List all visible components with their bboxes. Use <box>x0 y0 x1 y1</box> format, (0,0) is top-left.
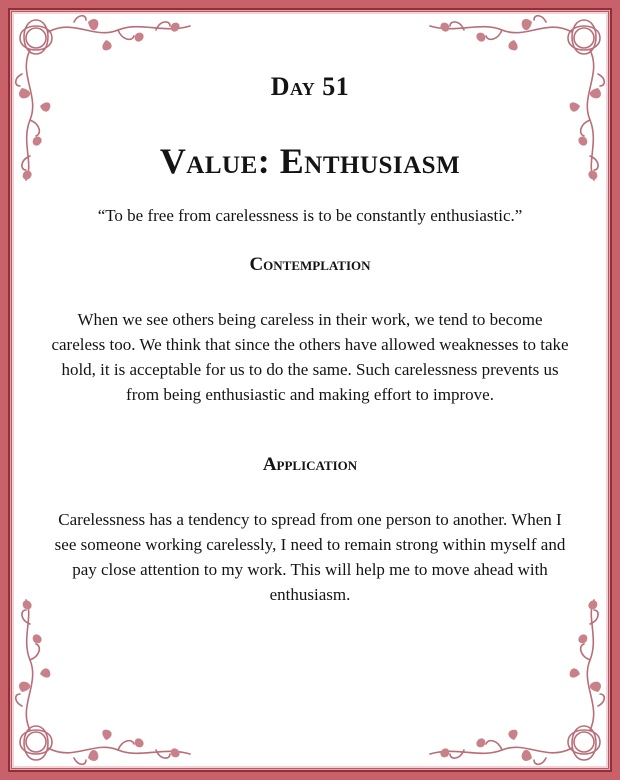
application-heading: Application <box>262 454 358 475</box>
application-text: Carelessness has a tendency to spread from one person to another. When I see someone working carelessly, I need to remain strong within myself and pay close attention to my work. This will help me to move ahead with enthusiasm. <box>54 510 566 604</box>
day-heading: Day 51 <box>270 72 350 101</box>
quote: “To be free from carelessness is to be constantly enthusiastic.” <box>97 206 523 225</box>
value-title: Value: Enthusiasm <box>159 141 461 181</box>
contemplation-heading: Contemplation <box>249 254 371 275</box>
contemplation-text: When we see others being careless in their work, we tend to become careless too. We think that since the others have allowed weaknesses to take hold, it is acceptable for us to do the same. Such carelessness prevents us from being enthusiastic and making effort to improve. <box>51 310 569 404</box>
corner-ornament-bottom-right-icon <box>416 596 606 766</box>
corner-ornament-bottom-left-icon <box>14 596 204 766</box>
